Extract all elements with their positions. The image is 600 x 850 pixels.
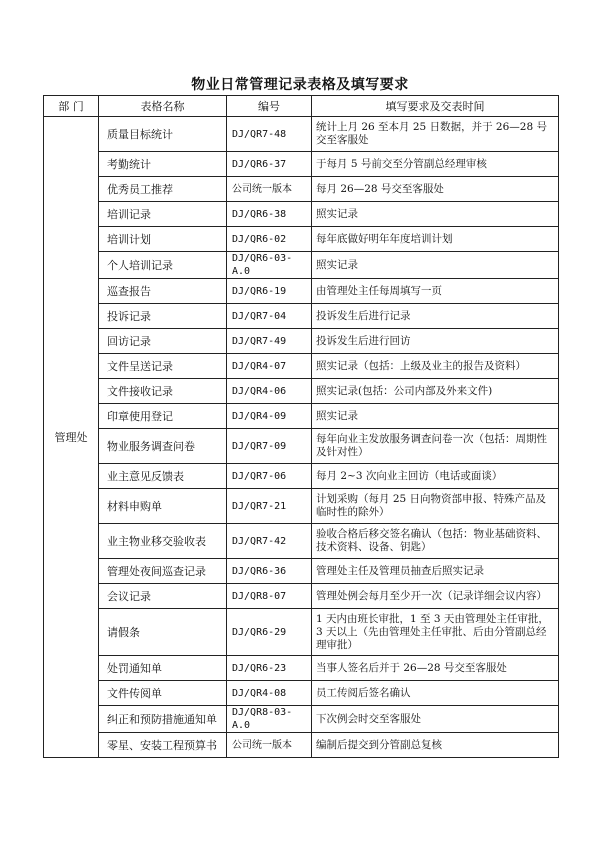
table-row xyxy=(44,489,559,524)
requirement-cell: 照实记录 xyxy=(312,202,559,227)
form-code-cell: DJ/QR7-21 xyxy=(227,489,312,524)
table-row xyxy=(44,429,559,464)
form-code-cell: DJ/QR7-48 xyxy=(227,117,312,152)
form-code-cell: DJ/QR6-38 xyxy=(227,202,312,227)
requirement-cell: 于每月 5 号前交至分管副总经理审核 xyxy=(312,152,559,177)
form-code-cell: DJ/QR7-09 xyxy=(227,429,312,464)
table-row xyxy=(44,252,559,279)
table-row xyxy=(44,354,559,379)
table-row xyxy=(44,706,559,733)
table-row xyxy=(44,117,559,152)
requirement-cell: 当事人签名后并于 26—28 号交至客服处 xyxy=(312,656,559,681)
form-name-cell: 印章使用登记 xyxy=(99,404,227,429)
form-code-cell: DJ/QR8-07 xyxy=(227,584,312,609)
form-name-cell: 培训记录 xyxy=(99,202,227,227)
requirement-cell: 验收合格后移交签名确认（包括：物业基础资料、技术资料、设备、钥匙） xyxy=(312,524,559,559)
records-table xyxy=(43,95,559,758)
table-row xyxy=(44,584,559,609)
form-code-cell: DJ/QR6-02 xyxy=(227,227,312,252)
requirement-cell: 管理处主任及管理员抽查后照实记录 xyxy=(312,559,559,584)
requirement-cell: 照实记录（包括：上级及业主的报告及资料） xyxy=(312,354,559,379)
requirement-cell: 照实记录 xyxy=(312,404,559,429)
requirement-cell: 1 天内由班长审批，1 至 3 天由管理处主任审批，3 天以上（先由管理处主任审批、后由分管副总经理审批） xyxy=(312,609,559,656)
form-code-cell: DJ/QR7-06 xyxy=(227,464,312,489)
header-name: 表格名称 xyxy=(99,96,227,117)
form-name-cell: 业主物业移交验收表 xyxy=(99,524,227,559)
form-code-cell: DJ/QR7-42 xyxy=(227,524,312,559)
form-name-cell: 处罚通知单 xyxy=(99,656,227,681)
form-name-cell: 请假条 xyxy=(99,609,227,656)
form-code-cell: DJ/QR6-03-A.0 xyxy=(227,252,312,279)
requirement-cell: 投诉发生后进行记录 xyxy=(312,304,559,329)
table-row xyxy=(44,227,559,252)
requirement-cell: 每月 26—28 号交至客服处 xyxy=(312,177,559,202)
form-name-cell: 管理处夜间巡查记录 xyxy=(99,559,227,584)
form-name-cell: 零星、安装工程预算书 xyxy=(99,733,227,758)
table-row xyxy=(44,279,559,304)
form-code-cell: DJ/QR6-19 xyxy=(227,279,312,304)
form-code-cell: DJ/QR7-49 xyxy=(227,329,312,354)
header-row xyxy=(44,96,559,117)
requirement-cell: 由管理处主任每周填写一页 xyxy=(312,279,559,304)
table-row xyxy=(44,656,559,681)
requirement-cell: 下次例会时交至客服处 xyxy=(312,706,559,733)
requirement-cell: 每年向业主发放服务调查问卷一次（包括：周期性及针对性） xyxy=(312,429,559,464)
requirement-cell: 编制后提交到分管副总复核 xyxy=(312,733,559,758)
form-code-cell: DJ/QR6-29 xyxy=(227,609,312,656)
table-row xyxy=(44,152,559,177)
form-name-cell: 文件接收记录 xyxy=(99,379,227,404)
form-code-cell: DJ/QR6-36 xyxy=(227,559,312,584)
table-row xyxy=(44,379,559,404)
form-code-cell: DJ/QR7-04 xyxy=(227,304,312,329)
form-name-cell: 纠正和预防措施通知单 xyxy=(99,706,227,733)
requirement-cell: 统计上月 26 至本月 25 日数据，并于 26—28 号交至客服处 xyxy=(312,117,559,152)
page-title: 物业日常管理记录表格及填写要求 xyxy=(191,77,409,93)
form-name-cell: 文件传阅单 xyxy=(99,681,227,706)
table-row xyxy=(44,524,559,559)
table-row xyxy=(44,404,559,429)
form-code-cell: DJ/QR4-06 xyxy=(227,379,312,404)
requirement-cell: 照实记录 xyxy=(312,252,559,279)
table-row xyxy=(44,464,559,489)
requirement-cell: 管理处例会每月至少开一次（记录详细会议内容） xyxy=(312,584,559,609)
form-name-cell: 文件呈送记录 xyxy=(99,354,227,379)
form-code-cell: 公司统一版本 xyxy=(227,177,312,202)
form-name-cell: 物业服务调查问卷 xyxy=(99,429,227,464)
form-name-cell: 考勤统计 xyxy=(99,152,227,177)
form-name-cell: 巡查报告 xyxy=(99,279,227,304)
table-row xyxy=(44,304,559,329)
requirement-cell: 计划采购（每月 25 日向物资部申报、特殊产品及临时性的除外） xyxy=(312,489,559,524)
header-requirement: 填写要求及交表时间 xyxy=(312,96,559,117)
table-row xyxy=(44,202,559,227)
form-code-cell: DJ/QR6-23 xyxy=(227,656,312,681)
requirement-cell: 照实记录(包括：公司内部及外来文件) xyxy=(312,379,559,404)
form-name-cell: 业主意见反馈表 xyxy=(99,464,227,489)
table-row xyxy=(44,609,559,656)
form-name-cell: 会议记录 xyxy=(99,584,227,609)
table-row xyxy=(44,733,559,758)
form-code-cell: DJ/QR6-37 xyxy=(227,152,312,177)
header-code: 编号 xyxy=(227,96,312,117)
form-name-cell: 材料申购单 xyxy=(99,489,227,524)
form-code-cell: DJ/QR4-08 xyxy=(227,681,312,706)
table-row xyxy=(44,681,559,706)
form-name-cell: 回访记录 xyxy=(99,329,227,354)
department-cell: 管理处 xyxy=(44,117,99,758)
form-name-cell: 质量目标统计 xyxy=(99,117,227,152)
form-name-cell: 投诉记录 xyxy=(99,304,227,329)
form-name-cell: 培训计划 xyxy=(99,227,227,252)
form-code-cell: DJ/QR4-07 xyxy=(227,354,312,379)
table-body xyxy=(44,117,559,758)
requirement-cell: 投诉发生后进行回访 xyxy=(312,329,559,354)
form-name-cell: 优秀员工推荐 xyxy=(99,177,227,202)
header-dept: 部 门 xyxy=(44,96,99,117)
table-row xyxy=(44,559,559,584)
requirement-cell: 每月 2~3 次向业主回访（电话或面谈） xyxy=(312,464,559,489)
form-code-cell: DJ/QR4-09 xyxy=(227,404,312,429)
form-code-cell: 公司统一版本 xyxy=(227,733,312,758)
requirement-cell: 员工传阅后签名确认 xyxy=(312,681,559,706)
table-row xyxy=(44,177,559,202)
form-code-cell: DJ/QR8-03-A.0 xyxy=(227,706,312,733)
table-row xyxy=(44,329,559,354)
requirement-cell: 每年底做好明年年度培训计划 xyxy=(312,227,559,252)
form-name-cell: 个人培训记录 xyxy=(99,252,227,279)
